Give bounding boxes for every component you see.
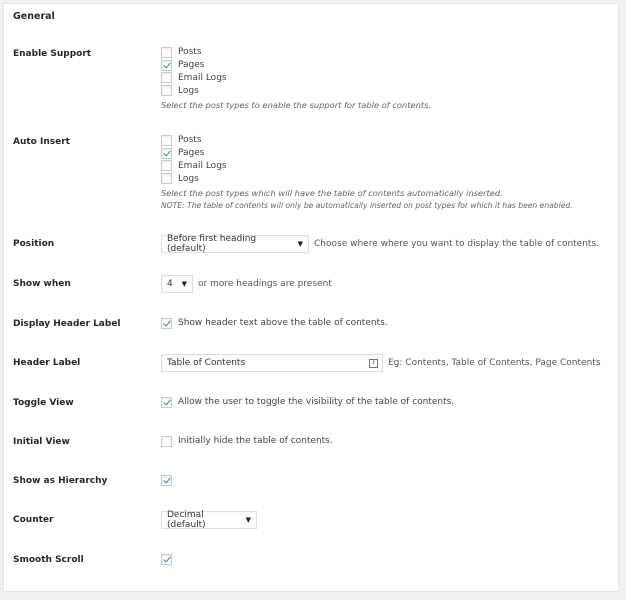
show-when-field <box>161 275 332 293</box>
checkbox-label: Pages <box>178 148 205 159</box>
dropdown-arrow-icon: ▼ <box>297 240 303 248</box>
show-when-select[interactable] <box>161 275 193 293</box>
select-value: 4 <box>167 279 173 289</box>
initial-view-checkbox-row[interactable] <box>161 435 333 448</box>
input-value: Table of Contents <box>167 358 246 368</box>
header-label-input[interactable] <box>161 354 383 372</box>
checkbox-label: Posts <box>178 47 202 58</box>
initial-view-label: Initial View <box>13 437 70 447</box>
position-select[interactable] <box>161 235 309 253</box>
auto-insert-logs[interactable] <box>161 172 573 185</box>
enable-support-description: Select the post types to enable the support for table of contents. <box>161 100 432 111</box>
auto-insert-field <box>161 134 573 210</box>
show-when-label: Show when <box>13 279 71 289</box>
enable-support-label: Enable Support <box>13 49 92 59</box>
checkbox[interactable] <box>161 47 172 58</box>
counter-label: Counter <box>13 515 54 525</box>
auto-insert-note: NOTE: The table of contents will only be automatically inserted on post types for which it has been enabled. <box>161 201 573 211</box>
smooth-scroll-checkbox[interactable] <box>161 554 172 565</box>
input-expand-icon[interactable]: ↕ <box>369 359 378 368</box>
checkbox-label: Allow the user to toggle the visibility of the table of contents. <box>178 397 455 408</box>
checkbox[interactable] <box>161 85 172 96</box>
smooth-scroll-field <box>161 553 178 566</box>
initial-view-field <box>161 435 333 448</box>
header-label-field <box>161 354 601 372</box>
header-label-hint: Eg: Contents, Table of Contents, Page Contents <box>388 358 601 368</box>
checkbox[interactable] <box>161 135 172 146</box>
show-as-hierarchy-checkbox[interactable] <box>161 475 172 486</box>
general-settings-panel <box>3 3 619 592</box>
position-label: Position <box>13 239 55 249</box>
select-value: Decimal (default) <box>167 510 206 530</box>
checkbox-label: Posts <box>178 135 202 146</box>
auto-insert-pages[interactable] <box>161 147 573 160</box>
select-value: Before first heading (default) <box>167 234 257 254</box>
auto-insert-email-logs[interactable] <box>161 160 573 173</box>
display-header-label-field <box>161 317 388 330</box>
display-header-label-checkbox-row[interactable] <box>161 317 388 330</box>
checkbox-label: Pages <box>178 60 205 71</box>
enable-support-logs[interactable] <box>161 84 431 97</box>
checkbox[interactable] <box>161 436 172 447</box>
checkbox-label: Email Logs <box>178 72 227 83</box>
dropdown-arrow-icon: ▼ <box>181 280 187 288</box>
checkbox[interactable] <box>161 160 172 171</box>
toggle-view-field <box>161 396 454 409</box>
dropdown-arrow-icon: ▼ <box>245 516 251 524</box>
counter-select[interactable] <box>161 511 257 529</box>
checkbox[interactable] <box>161 72 172 83</box>
checkbox-checked[interactable] <box>161 148 172 159</box>
enable-support-email-logs[interactable] <box>161 72 431 85</box>
auto-insert-description: Select the post types which will have the table of contents automatically inserted. <box>161 188 503 199</box>
smooth-scroll-label: Smooth Scroll <box>13 555 84 565</box>
auto-insert-label: Auto Insert <box>13 137 70 147</box>
toggle-view-checkbox-row[interactable] <box>161 396 454 409</box>
counter-field <box>161 511 257 529</box>
checkbox-label: Email Logs <box>178 160 227 171</box>
show-as-hierarchy-field <box>161 474 178 487</box>
toggle-view-label: Toggle View <box>13 398 74 408</box>
auto-insert-posts[interactable] <box>161 134 573 147</box>
checkbox-label: Show header text above the table of contents. <box>178 318 388 329</box>
display-header-label-label: Display Header Label <box>13 319 121 329</box>
checkbox[interactable] <box>161 173 172 184</box>
checkbox-checked[interactable] <box>161 318 172 329</box>
enable-support-field <box>161 46 431 110</box>
position-field <box>161 235 599 253</box>
enable-support-pages[interactable] <box>161 59 431 72</box>
checkbox-checked[interactable] <box>161 60 172 71</box>
enable-support-posts[interactable] <box>161 46 431 59</box>
show-when-suffix: or more headings are present <box>198 279 332 289</box>
checkbox-checked[interactable] <box>161 397 172 408</box>
header-label-label: Header Label <box>13 358 81 368</box>
checkbox-label: Initially hide the table of contents. <box>178 436 333 447</box>
checkbox-label: Logs <box>178 85 199 96</box>
show-as-hierarchy-label: Show as Hierarchy <box>13 476 108 486</box>
position-description: Choose where where you want to display the table of contents. <box>314 239 600 249</box>
checkbox-label: Logs <box>178 173 199 184</box>
section-title: General <box>13 11 55 22</box>
